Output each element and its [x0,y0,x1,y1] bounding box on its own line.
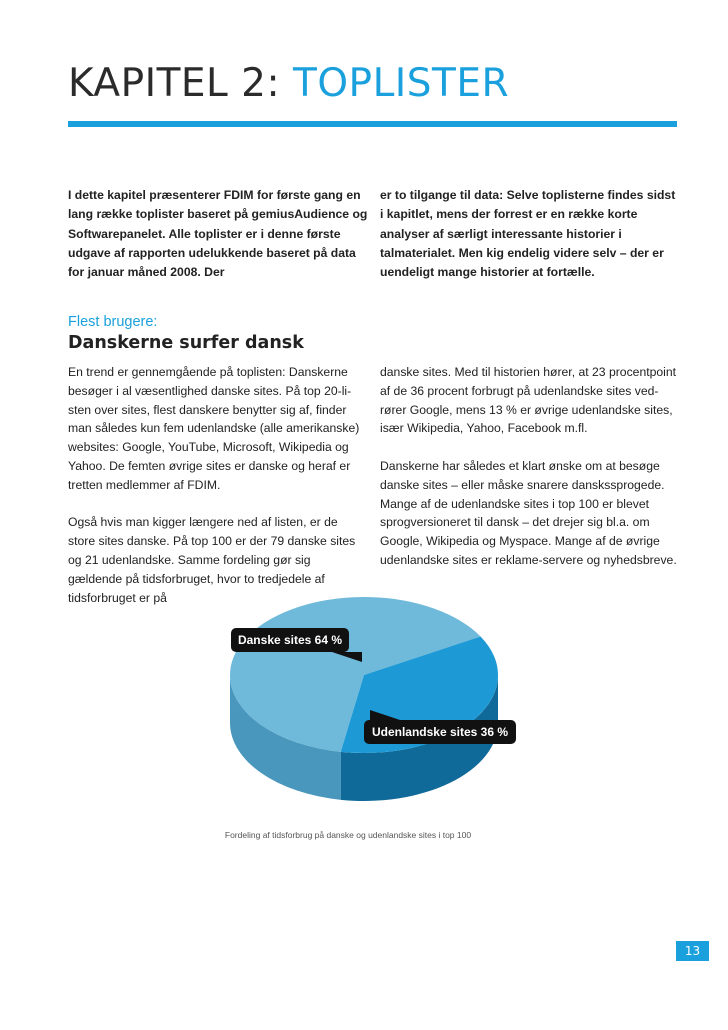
body-right-paragraph: Danskerne har således et klart ønske om at besøge danske sites – eller måske snarere danskssprogede. Mange af de udenlandske sites i top 100 er blevet sprogversioneret til dansk – det drejer sig bl.a. om Google, Wikipedia og Myspace. Mange af de øvrige udenlandske sites er reklame-servere og nyhedsbreve. [380,458,677,567]
body-right-column [380,363,680,570]
body-left-paragraph: Også hvis man kigger længere ned af listen, er de store sites danske. På top 100 er der 79 danske sites og 21 udenlandske. Samme fordeling gør sig gældende på tidsforbruget, hvor to tredjedele af tidsforbruget er på [68,515,356,605]
title-prefix: KAPITEL 2: [68,61,294,106]
pie-data-label-text: Udenlandske sites 36 % [371,725,509,739]
intro-right-column: er to tilgange til data: Selve toplisterne findes sidst i kapitlet, mens der forrest er en række korte analyser af særligt interessante historier i talmaterialet. Men kig endelig videre selv – der er uendeligt mange historier at fortælle. [380,188,676,280]
title-accent: TOPLISTER [293,61,510,106]
body-right-paragraph: danske sites. Med til historien hører, at 23 procentpoint af de 36 procent forbrugt på udenlandske sites vedrører Google, mens 13 % er øvrige udenlandske sites, især Wikipedia, Yahoo, Facebook m.fl. [380,365,677,436]
pie-data-label-text: Danske sites 64 % [237,633,343,647]
page-title [68,62,509,106]
page-number: 13 [676,941,709,961]
section-kicker: Flest brugere: [68,314,158,330]
pie-chart [0,580,728,830]
intro-left-column: I dette kapitel præsenterer FDIM for første gang en lang række toplister baseret på gemiusAudience og Softwarepanelet. Alle toplister er i denne første udgave af rapporten udelukkende baseret på data for januar måned 2008. Der [68,188,368,280]
body-left-column [68,363,368,607]
chart-caption: Fordeling af tidsforbrug på danske og udenlandske sites i top 100 [224,830,472,840]
body-left-paragraph: En trend er gennemgående på toplisten: Danskerne besøger i al væsentlighed danske sites. På top 20-listen over sites, flest danskere benytter sig af, finder man således kun fem udenlandske (alle amerikanske) websites: Google, YouTube, Microsoft, Wikipedia og Yahoo. De femten øvrige sites er danske og heraf er tretten medlemmer af FDIM. [68,365,360,492]
section-headline: Danskerne surfer dansk [68,333,304,353]
title-rule [68,121,677,127]
